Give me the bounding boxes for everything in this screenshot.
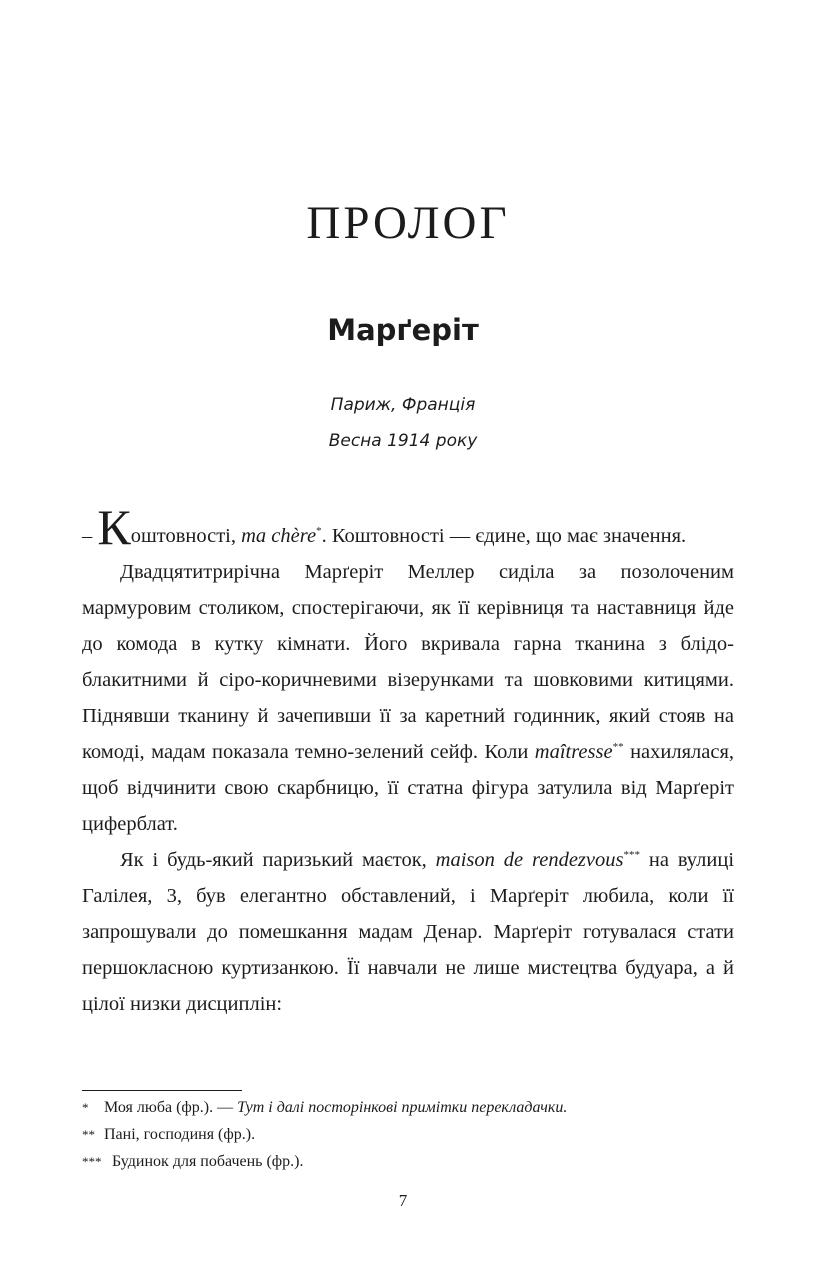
footnote-divider bbox=[82, 1090, 242, 1091]
paragraph-text: нахилялася, щоб відчинити свою скарбницю, її статна фігура затулила від Марґеріт циферблат. bbox=[82, 741, 734, 835]
footnote-mark: * bbox=[82, 1100, 89, 1115]
italic-phrase: ma chère bbox=[241, 525, 317, 547]
footnote-text: Будинок для побачень (фр.). bbox=[112, 1153, 304, 1170]
drop-cap: К bbox=[97, 499, 131, 555]
footnote-ref: *** bbox=[623, 849, 640, 861]
footnote-mark: ** bbox=[82, 1127, 95, 1142]
paragraph-3 bbox=[82, 842, 734, 1022]
part-title: ПРОЛОГ bbox=[306, 197, 510, 249]
paragraph-text: Двадцятитрирічна Марґеріт Меллер сиділа за позолоченим мармуровим столиком, спостерігаючи, як її керівниця та наставниця йде до комода в кутку кімнати. Його вкривала гарна тканина з блідо-блакитними й сіро-коричневими візерунками та шовковими китицями. Піднявши тканину й зачепивши її за каретний годинник, який стояв на комоді, мадам показала темно-зелений сейф. Коли bbox=[82, 561, 734, 763]
footnote-3 bbox=[82, 1148, 734, 1175]
footnote-2 bbox=[82, 1121, 734, 1148]
footnote-1 bbox=[82, 1094, 734, 1121]
footnote-text bbox=[104, 1094, 567, 1121]
footnote-ref: * bbox=[316, 525, 322, 537]
paragraph-1 bbox=[82, 499, 734, 555]
page-number: 7 bbox=[398, 1191, 408, 1210]
paragraph-text: . Коштовності — єдине, що має значення. bbox=[321, 525, 687, 547]
paragraph-text: Як і будь-який паризький маєток, bbox=[120, 849, 436, 871]
footnote-text: Пані, господиня (фр.). bbox=[104, 1126, 256, 1143]
place-line: Париж, Франція bbox=[330, 395, 476, 415]
body-text bbox=[82, 499, 735, 1022]
date-line: Весна 1914 року bbox=[328, 431, 478, 451]
chapter-title: Марґеріт bbox=[327, 313, 479, 347]
paragraph-text: на вулиці Галілея, 3, був елегантно обставлений, і Марґеріт любила, коли її запрошували до помешкання мадам Денар. Марґеріт готувалася стати першокласною куртизанкою. Її навчали не лише мистецтва будуара, а й цілої низки дисциплін: bbox=[82, 849, 735, 1015]
footnote-mark: *** bbox=[82, 1154, 102, 1169]
paragraph-text: оштовності, bbox=[130, 525, 242, 547]
italic-phrase: maîtresse bbox=[534, 741, 613, 763]
italic-phrase: maison de rendezvous bbox=[435, 849, 624, 871]
footnote-plain: Моя люба (фр.). — bbox=[104, 1099, 238, 1116]
footnote-ref: ** bbox=[612, 741, 624, 753]
footnote-italic: Тут і далі посторінкові примітки перекладачки. bbox=[237, 1099, 568, 1116]
opening-dash: – bbox=[82, 525, 93, 547]
footnotes bbox=[82, 1094, 734, 1175]
paragraph-2 bbox=[82, 554, 734, 842]
